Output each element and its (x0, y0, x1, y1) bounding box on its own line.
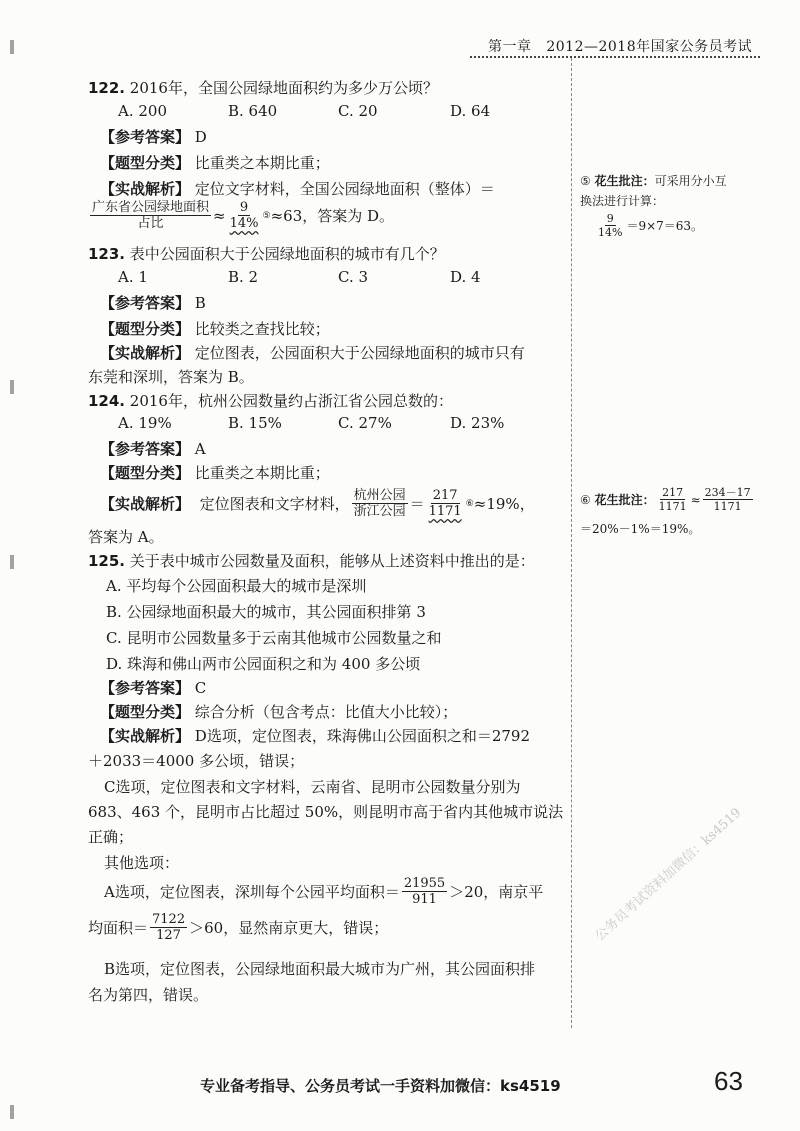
option: D. 4 (450, 268, 481, 286)
category-tag: 【题型分类】 (100, 154, 191, 172)
question-122 (88, 77, 438, 98)
note-marker: ⑥ (465, 498, 474, 509)
answer-line (100, 677, 206, 698)
fraction-numerator: 217 (432, 488, 458, 503)
question-number: 125. (88, 552, 126, 570)
option: D. 64 (450, 102, 491, 120)
approx-sign: ≈ (213, 206, 226, 225)
analysis-text: 定位图表，公园面积大于公园绿地面积的城市只有 (194, 344, 525, 362)
analysis-text: A选项，定位图表，深圳每个公园平均面积＝ (104, 883, 400, 901)
fraction-denominator: 占比 (137, 216, 164, 231)
option: B. 640 (228, 102, 278, 120)
margin-mark (10, 1105, 14, 1119)
option: C. 27% (338, 414, 392, 432)
fraction-denominator: 127 (156, 928, 181, 943)
footer-text: 专业备考指导、公务员考试一手资料加微信：ks4519 (200, 1077, 561, 1095)
question-text: 关于表中城市公园数量及面积，能够从上述资料中推出的是： (129, 552, 535, 570)
analysis-tag: 【实战解析】 (100, 180, 191, 198)
option: B. 公园绿地面积最大的城市，其公园面积排第 3 (106, 603, 426, 621)
analysis-tag: 【实战解析】 (100, 727, 191, 745)
analysis-text: ＞60，显然南京更大，错误； (189, 919, 389, 937)
note-text: 换法进行计算： (580, 194, 665, 208)
option: D. 珠海和佛山两市公园面积之和为 400 多公顷 (106, 655, 421, 673)
analysis-text: 683、463 个，昆明市占比超过 50%，则昆明市高于省内其他城市说法 (88, 803, 564, 821)
answer-tag: 【参考答案】 (100, 294, 191, 312)
analysis-text: 正确； (88, 828, 134, 846)
question-number: 124. (88, 392, 126, 410)
analysis-text: ＞20，南京平 (449, 883, 544, 901)
question-125 (88, 550, 535, 571)
answer-line (100, 126, 207, 147)
margin-mark (10, 40, 14, 54)
question-124 (88, 390, 453, 411)
fraction-numerator: 广东省公园绿地面积 (92, 200, 210, 215)
page-number: 63 (714, 1066, 743, 1096)
option: C. 20 (338, 102, 378, 120)
category-value: 综合分析（包含考点：比值大小比较）； (194, 703, 458, 721)
fraction (596, 212, 624, 239)
side-note-6 (580, 486, 755, 513)
option: C. 昆明市公园数量多于云南其他城市公园数量之和 (106, 629, 442, 647)
answer-tag: 【参考答案】 (100, 679, 191, 697)
fraction-denominator: 1171 (428, 504, 462, 519)
option: C. 3 (338, 268, 369, 286)
side-note-5-formula (594, 212, 703, 239)
fraction (427, 488, 464, 519)
fraction-denominator: 911 (412, 892, 437, 907)
margin-mark (10, 380, 14, 394)
note-text: ＝9×7＝63。 (626, 219, 704, 233)
category-line (100, 462, 330, 483)
note-marker: ⑤ (262, 210, 271, 221)
fraction-numerator: 9 (606, 212, 614, 225)
fraction (402, 876, 447, 907)
question-number: 122. (88, 79, 126, 97)
analysis-line (100, 342, 525, 363)
option: B. 2 (228, 268, 259, 286)
fraction-denominator: 1171 (658, 500, 687, 513)
option: B. 15% (228, 414, 282, 432)
category-line (100, 701, 457, 722)
analysis-formula (104, 876, 543, 907)
fraction-numerator: 234－17 (704, 486, 751, 499)
category-value: 比重类之本期比重； (194, 464, 330, 482)
fraction-denominator: 14% (229, 216, 259, 231)
analysis-tag: 【实战解析】 (100, 344, 191, 362)
analysis-text: ＋2033＝4000 多公顷，错误； (88, 752, 305, 770)
fraction-numerator: 9 (239, 200, 249, 215)
question-123 (88, 243, 445, 264)
category-value: 比重类之本期比重； (194, 154, 330, 172)
header-title: 2012—2018年国家公务员考试 (546, 39, 753, 55)
analysis-formula (100, 488, 535, 519)
header-rule (470, 56, 760, 58)
analysis-text: ≈63，答案为 D。 (270, 207, 395, 225)
margin-separator (571, 58, 572, 1028)
category-tag: 【题型分类】 (100, 703, 191, 721)
fraction-denominator: 14% (598, 226, 623, 239)
question-text: 2016年，杭州公园数量约占浙江省公园总数的： (129, 392, 453, 410)
analysis-text: ≈19%， (473, 495, 535, 513)
approx-sign: ≈ (690, 492, 701, 507)
answer-line (100, 292, 206, 313)
fraction (703, 486, 753, 513)
fraction (352, 488, 408, 519)
answer-value: B (194, 294, 206, 312)
category-tag: 【题型分类】 (100, 320, 191, 338)
analysis-tag: 【实战解析】 (100, 495, 191, 513)
fraction-numerator: 217 (662, 486, 684, 499)
category-line (100, 318, 330, 339)
analysis-text: D选项，定位图表，珠海佛山公园面积之和＝2792 (194, 727, 530, 745)
side-note-5 (580, 172, 727, 189)
analysis-text: 其他选项： (104, 854, 180, 872)
fraction (150, 912, 187, 943)
analysis-line (100, 178, 495, 199)
question-number: 123. (88, 245, 126, 263)
analysis-text: 名为第四，错误。 (88, 986, 209, 1004)
note-text: 可采用分小互 (654, 174, 727, 188)
fraction-numerator: 杭州公园 (353, 488, 406, 503)
analysis-text: C选项，定位图表和文字材料，云南省、昆明市公园数量分别为 (104, 778, 521, 796)
equals-sign: ＝ (409, 495, 425, 513)
note-marker: ⑥ (580, 492, 591, 507)
question-text: 2016年，全国公园绿地面积约为多少万公顷？ (129, 79, 438, 97)
analysis-text: 答案为 A。 (88, 528, 164, 546)
category-tag: 【题型分类】 (100, 464, 191, 482)
fraction-numerator: 7122 (152, 912, 186, 927)
watermark: 公务员考试资料加微信：ks4519 (592, 805, 745, 945)
analysis-text: 均面积＝ (88, 919, 149, 937)
option: D. 23% (450, 414, 505, 432)
analysis-text: B选项，定位图表，公园绿地面积最大城市为广州，其公园面积排 (104, 960, 536, 978)
fraction-denominator: 浙江公园 (353, 504, 406, 519)
margin-mark (10, 555, 14, 569)
analysis-text: 东莞和深圳，答案为 B。 (88, 368, 254, 386)
analysis-formula (88, 912, 388, 943)
answer-tag: 【参考答案】 (100, 128, 191, 146)
fraction (90, 200, 211, 231)
option: A. 19% (118, 414, 172, 432)
chapter-label: 第一章 (488, 39, 532, 55)
answer-tag: 【参考答案】 (100, 440, 191, 458)
option: A. 平均每个公园面积最大的城市是深圳 (106, 577, 367, 595)
analysis-text: 定位图表和文字材料， (199, 495, 350, 513)
analysis-text: 定位文字材料，全国公园绿地面积（整体）＝ (194, 180, 495, 198)
fraction-denominator: 1171 (713, 500, 742, 513)
category-line (100, 152, 330, 173)
answer-line (100, 438, 206, 459)
running-header (488, 36, 752, 56)
fraction (657, 486, 689, 513)
note-marker: ⑤ (580, 174, 591, 188)
note-label: 花生批注： (594, 493, 655, 507)
option: A. 200 (118, 102, 167, 120)
analysis-formula (88, 200, 394, 231)
note-label: 花生批注： (594, 174, 655, 188)
answer-value: D (194, 128, 207, 146)
fraction-numerator: 21955 (403, 876, 446, 891)
answer-value: C (194, 679, 207, 697)
option: A. 1 (118, 268, 148, 286)
category-value: 比较类之查找比较； (194, 320, 330, 338)
question-text: 表中公园面积大于公园绿地面积的城市有几个？ (129, 245, 445, 263)
answer-value: A (194, 440, 206, 458)
analysis-line (100, 725, 530, 746)
fraction (228, 200, 261, 231)
note-text: ＝20%－1%＝19%。 (580, 522, 701, 536)
